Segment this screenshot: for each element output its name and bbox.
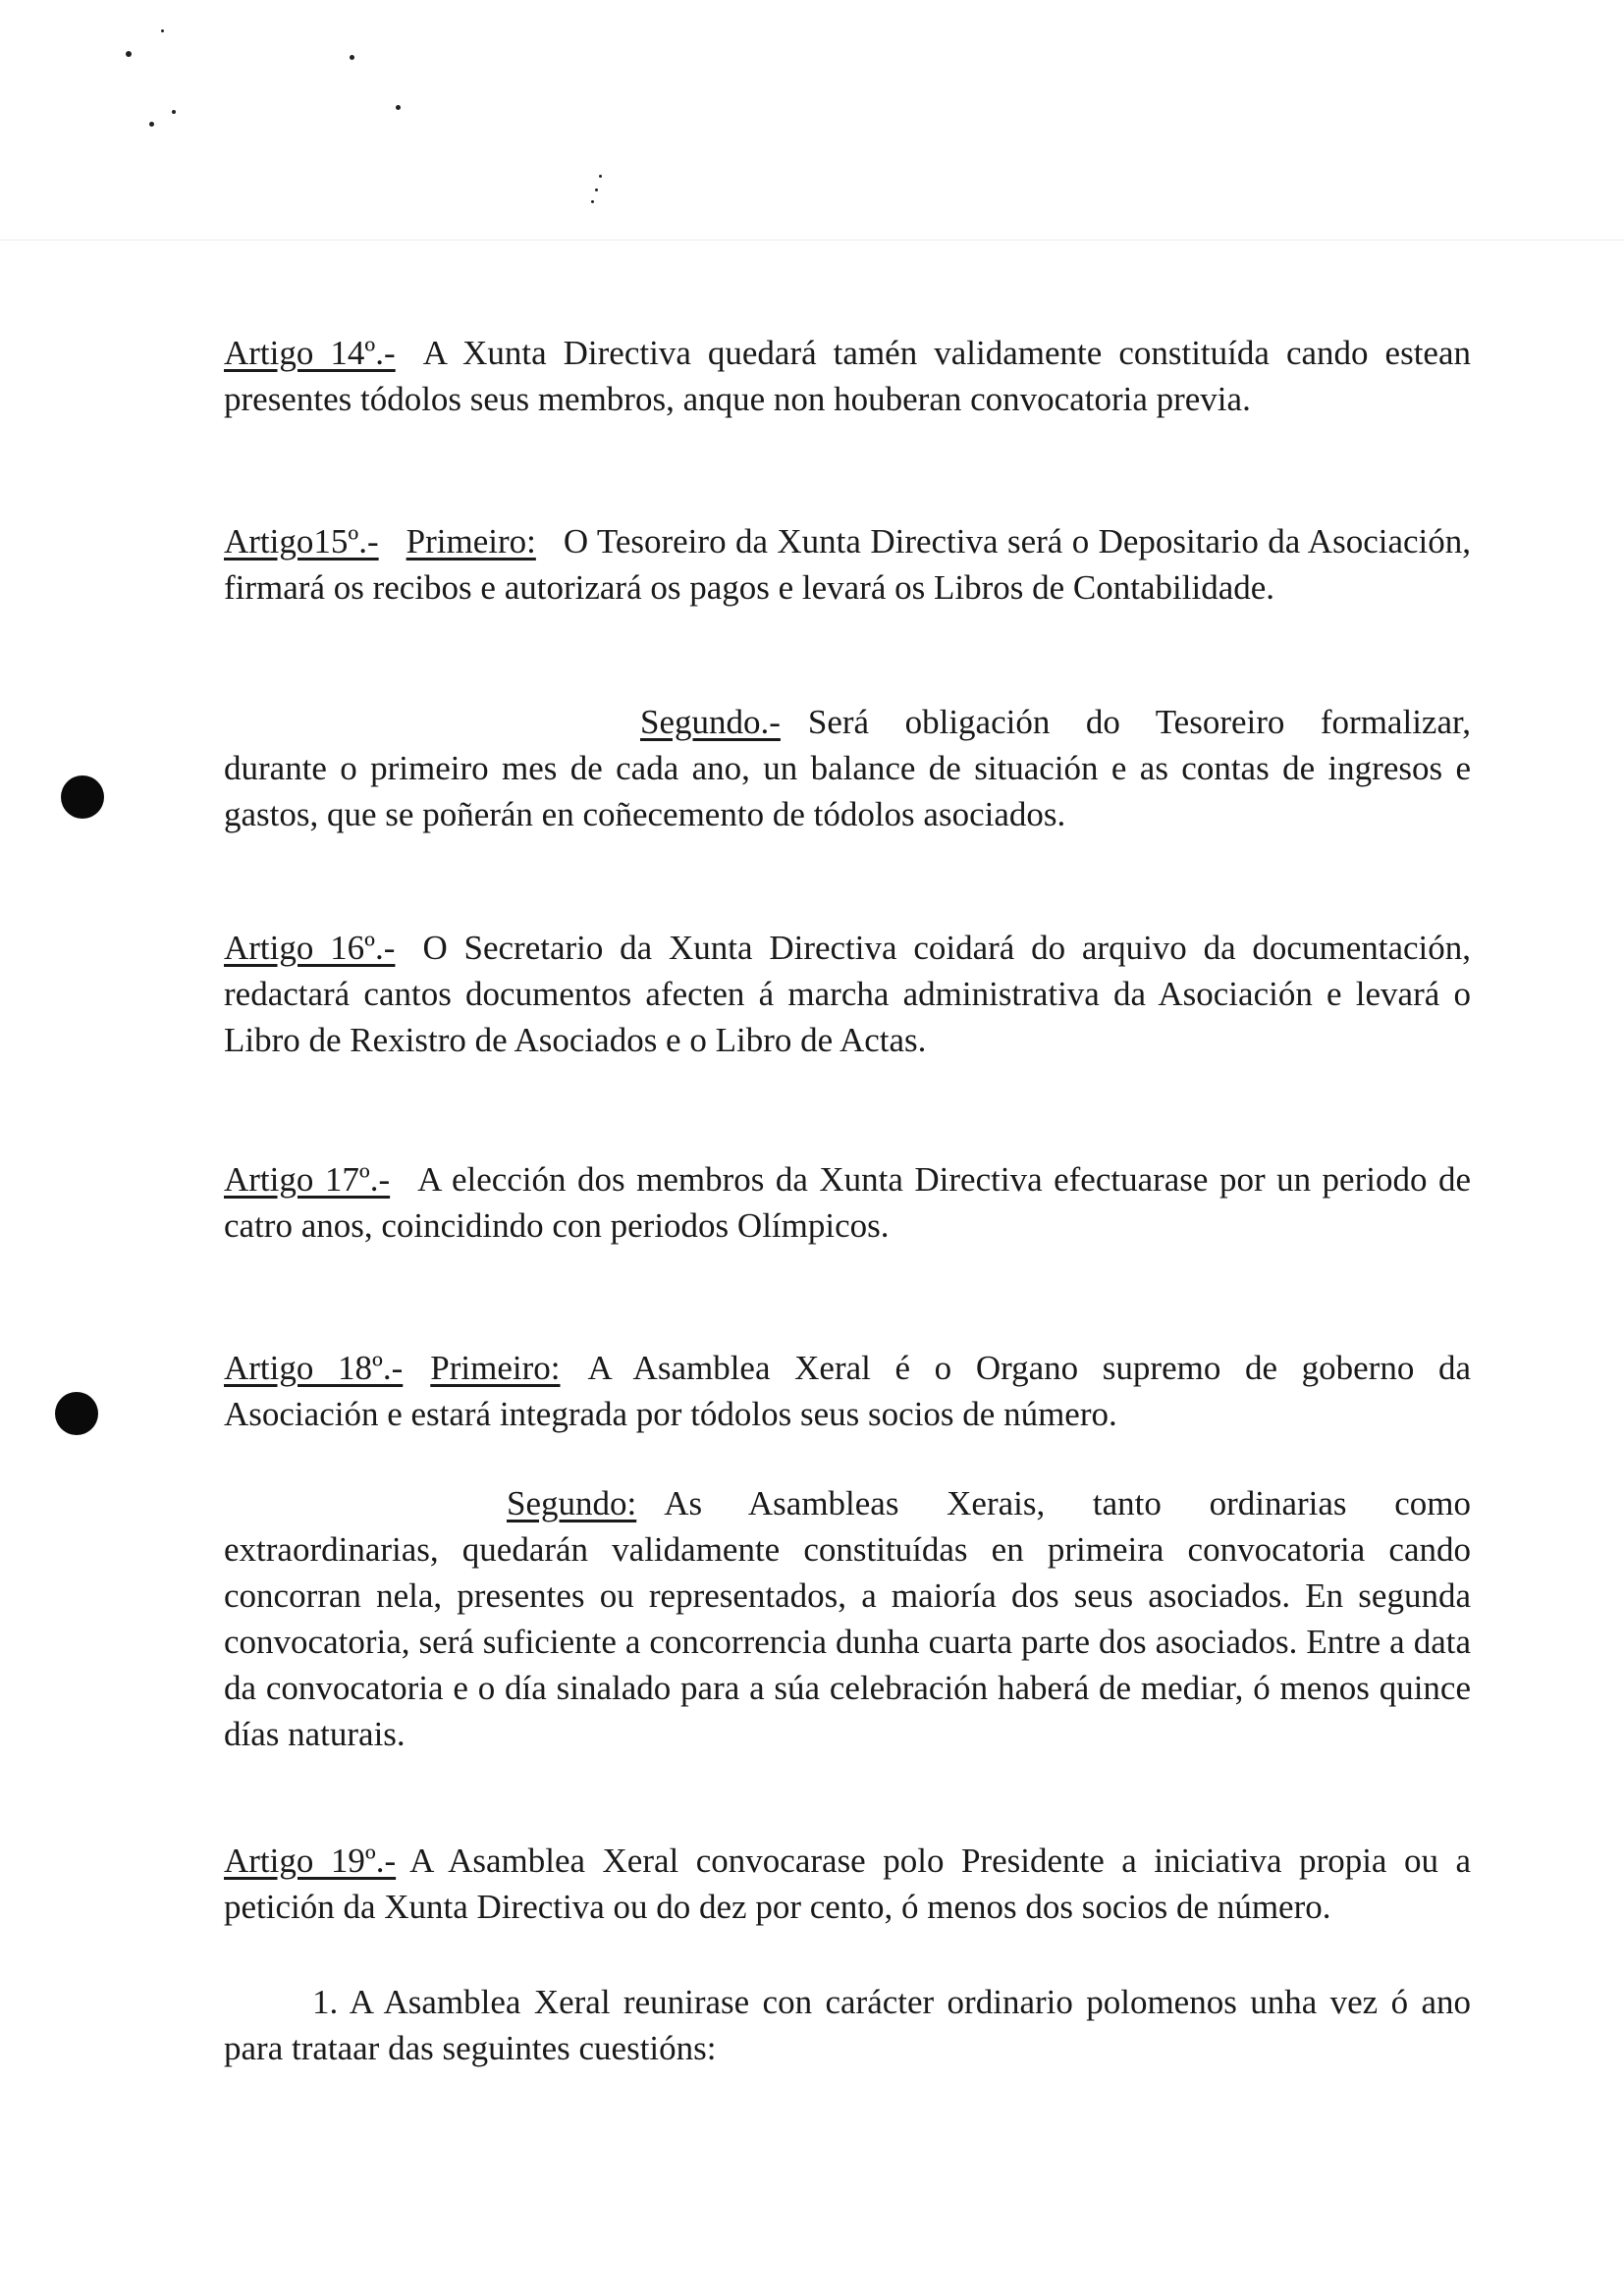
scan-speck — [350, 55, 354, 60]
article-heading: Artigo 14º.- — [224, 334, 396, 372]
list-item-text: 1. A Asamblea Xeral reunirase con carácter ordinario polomenos unha vez ó ano para trataar das seguintes cuestións: — [224, 1983, 1471, 2067]
article-15-primeiro — [224, 518, 1471, 611]
article-16 — [224, 925, 1471, 1063]
scan-speck — [172, 110, 176, 114]
article-text: Será obligación do Tesoreiro formalizar, durante o primeiro mes de cada ano, un balance de situación e as contas de ingresos e gastos, que se poñerán en coñecemento de tódolos asociados. — [224, 703, 1471, 833]
article-text: A Asamblea Xeral convocarase polo Presidente a iniciativa propia ou a petición da Xunta Directiva ou do dez por cento, ó menos dos socios de número. — [224, 1842, 1472, 1926]
scan-speck — [595, 188, 598, 191]
article-text: A elección dos membros da Xunta Directiva efectuarase por un periodo de catro anos, coincidindo con periodos Olímpicos. — [224, 1160, 1471, 1245]
article-heading: Artigo 19º.- — [224, 1842, 397, 1880]
article-18-segundo — [224, 1480, 1471, 1757]
article-text: A Xunta Directiva quedará tamén validamente constituída cando estean presentes tódolos seus membros, anque non houberan convocatoria previa. — [224, 334, 1471, 418]
article-subheading: Primeiro: — [430, 1349, 561, 1387]
article-subheading: Primeiro: — [406, 522, 536, 561]
article-subheading: Segundo.- — [640, 703, 781, 741]
article-15-segundo — [224, 699, 1471, 837]
article-text: O Secretario da Xunta Directiva coidará do arquivo da documentación, redactará cantos documentos afecten á marcha administrativa da Asociación e levará o Libro de Rexistro de Asociados e o Libro de Actas. — [224, 929, 1471, 1059]
punch-hole — [61, 775, 104, 819]
article-17 — [224, 1156, 1471, 1249]
article-19-item-1 — [224, 1979, 1471, 2071]
article-heading: Artigo 18º.- — [224, 1349, 404, 1387]
article-14 — [224, 330, 1471, 422]
article-text: As Asambleas Xerais, tanto ordinarias como extraordinarias, quedarán validamente constituídas en primeira convocatoria cando concorran nela, presentes ou representados, a maioría dos seus asociados. En segunda convocatoria, será suficiente a concorrencia dunha cuarta parte dos asociados. Entre a data da convocatoria e o día sinalado para a súa celebración haberá de mediar, ó menos quince días naturais. — [224, 1484, 1471, 1753]
scan-speck — [161, 29, 164, 32]
scan-speck — [126, 51, 132, 57]
article-heading: Artigo 16º.- — [224, 929, 396, 967]
article-text: A Asamblea Xeral é o Organo supremo de goberno da Asociación e estará integrada por tódolos seus socios de número. — [224, 1349, 1472, 1433]
scan-speck — [149, 122, 154, 127]
article-heading: Artigo15º.- — [224, 522, 379, 561]
article-text: O Tesoreiro da Xunta Directiva será o Depositario da Asociación, firmará os recibos e autorizará os pagos e levará os Libros de Contabilidade. — [224, 522, 1471, 607]
scan-speck — [591, 200, 594, 203]
article-18-primeiro — [224, 1345, 1471, 1437]
article-19 — [224, 1838, 1471, 1930]
scan-speck — [396, 105, 401, 110]
punch-hole — [55, 1392, 98, 1435]
article-heading: Artigo 17º.- — [224, 1160, 391, 1199]
article-subheading: Segundo: — [507, 1484, 637, 1522]
scan-speck — [599, 175, 602, 178]
